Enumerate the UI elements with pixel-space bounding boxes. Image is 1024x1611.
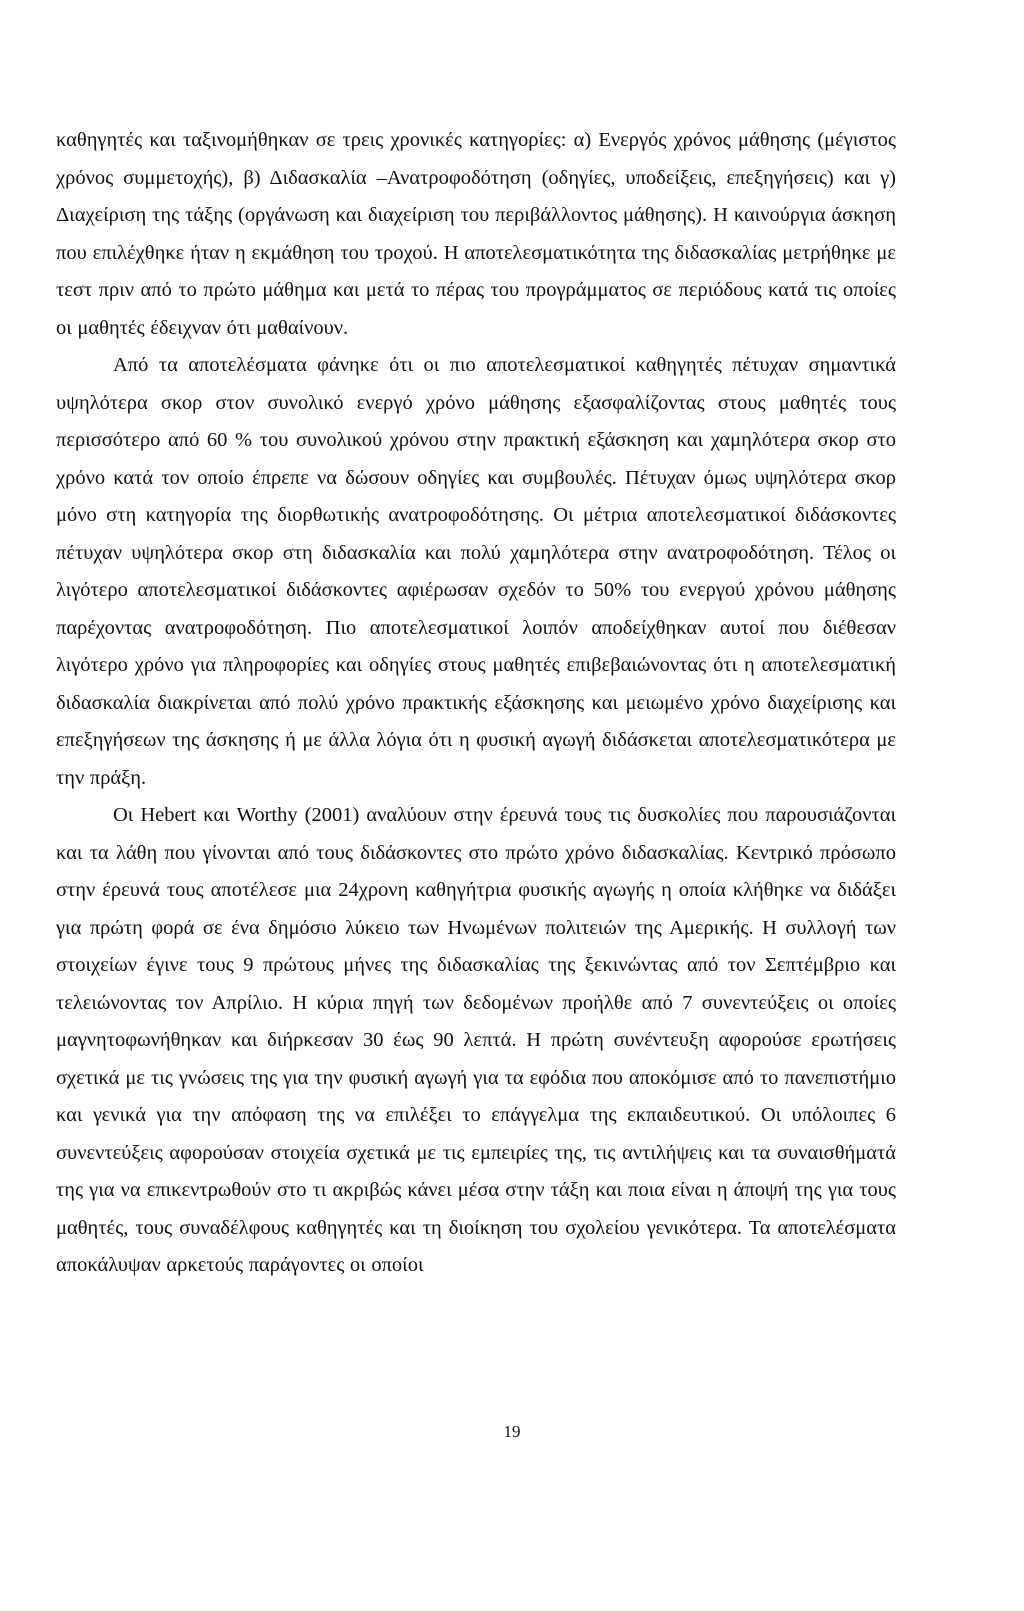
paragraph-continuation: καθηγητές και ταξινομήθηκαν σε τρεις χρονικές κατηγορίες: α) Ενεργός χρόνος μάθησης (μέγιστος χρόνος συμμετοχής), β) Διδασκαλία –Ανατροφοδότηση (οδηγίες, υποδείξεις, επεξηγήσεις) και γ) Διαχείριση της τάξης (οργάνωση και διαχείριση του περιβάλλοντος μάθησης). Η καινούργια άσκηση που επιλέχθηκε ήταν η εκμάθηση του τροχού. Η αποτελεσματικότητα της διδασκαλίας μετρήθηκε με τεστ πριν από το πρώτο μάθημα και μετά το πέρας του προγράμματος σε περιόδους κατά τις οποίες οι μαθητές έδειχναν ότι μαθαίνουν.	[56, 129, 896, 339]
paragraph-results: Από τα αποτελέσματα φάνηκε ότι οι πιο αποτελεσματικοί καθηγητές πέτυχαν σημαντικά υψηλότερα σκορ στον συνολικό ενεργό χρόνο μάθησης εξασφαλίζοντας στους μαθητές τους περισσότερο από 60 % του συνολικού χρόνου στην πρακτική εξάσκηση και χαμηλότερα σκορ στο χρόνο κατά τον οποίο έπρεπε να δώσουν οδηγίες και συμβουλές. Πέτυχαν όμως υψηλότερα σκορ μόνο στη κατηγορία της διορθωτικής ανατροφοδότησης. Οι μέτρια αποτελεσματικοί διδάσκοντες πέτυχαν υψηλότερα σκορ στη διδασκαλία και πολύ χαμηλότερα στην ανατροφοδότηση. Τέλος οι λιγότερο αποτελεσματικοί διδάσκοντες αφιέρωσαν σχεδόν το 50% του ενεργού χρόνου μάθησης παρέχοντας ανατροφοδότηση. Πιο αποτελεσματικοί λοιπόν αποδείχθηκαν αυτοί που διέθεσαν λιγότερο χρόνο για πληροφορίες και οδηγίες στους μαθητές επιβεβαιώνοντας ότι η αποτελεσματική διδασκαλία διακρίνεται από πολύ χρόνο πρακτικής εξάσκησης και μειωμένο χρόνο διαχείρισης και επεξηγήσεων της άσκησης ή με άλλα λόγια ότι η φυσική αγωγή διδάσκεται αποτελεσματικότερα με την πράξη.	[56, 354, 896, 789]
body-text	[56, 122, 896, 1285]
paragraph-hebert-worthy: Οι Hebert και Worthy (2001) αναλύουν στην έρευνά τους τις δυσκολίες που παρουσιάζονται και τα λάθη που γίνονται από τους διδάσκοντες στο πρώτο χρόνο διδασκαλίας. Κεντρικό πρόσωπο στην έρευνά τους αποτέλεσε μια 24χρονη καθηγήτρια φυσικής αγωγής η οποία κλήθηκε να διδάξει για πρώτη φορά σε ένα δημόσιο λύκειο των Ηνωμένων πολιτειών της Αμερικής. Η συλλογή των στοιχείων έγινε τους 9 πρώτους μήνες της διδασκαλίας της ξεκινώντας από τον Σεπτέμβριο και τελειώνοντας τον Απρίλιο. Η κύρια πηγή των δεδομένων προήλθε από 7 συνεντεύξεις οι οποίες μαγνητοφωνήθηκαν και διήρκεσαν 30 έως 90 λεπτά. Η πρώτη συνέντευξη αφορούσε ερωτήσεις σχετικά με τις γνώσεις της για την φυσική αγωγή για τα εφόδια που αποκόμισε από το πανεπιστήμιο και γενικά για την απόφαση της να επιλέξει το επάγγελμα της εκπαιδευτικού. Οι υπόλοιπες 6 συνεντεύξεις αφορούσαν στοιχεία σχετικά με τις εμπειρίες της, τις αντιλήψεις και τα συναισθήματά της για να επικεντρωθούν στο τι ακριβώς κάνει μέσα στην τάξη και ποια είναι η άποψή της για τους μαθητές, τους συναδέλφους καθηγητές και τη διοίκηση του σχολείου γενικότερα. Τα αποτελέσματα αποκάλυψαν αρκετούς παράγοντες οι οποίοι	[56, 804, 896, 1276]
page-number: 19	[503, 1422, 521, 1441]
